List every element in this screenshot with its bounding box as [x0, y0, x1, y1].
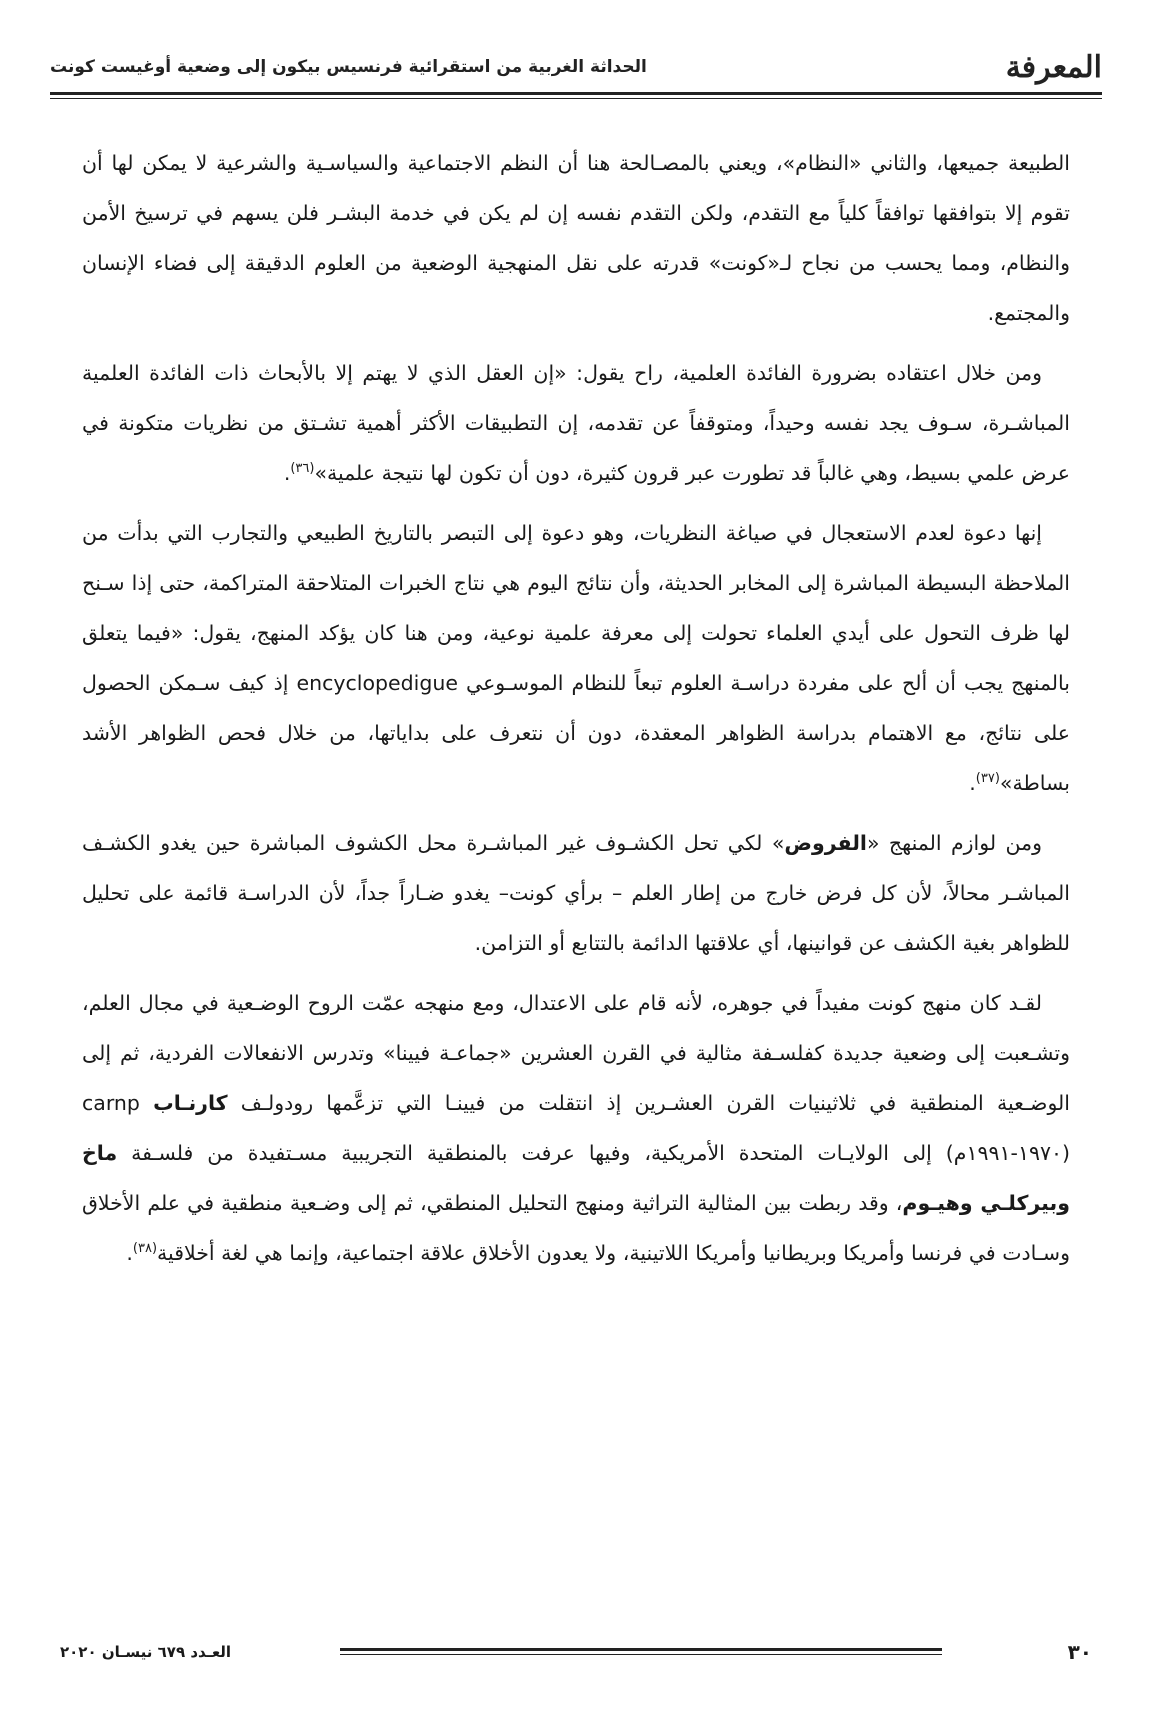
footer-rule-thin [340, 1654, 942, 1655]
header-rule [50, 92, 1102, 95]
issue-info: العـدد ٦٧٩ نيسـان ٢٠٢٠ [60, 1643, 232, 1661]
bold-name-carnap: كارنـاب [153, 1091, 228, 1115]
footer-rule-thick [340, 1648, 942, 1651]
latin-term-carnp: carnp [82, 1091, 140, 1115]
page-footer [60, 1632, 1092, 1672]
page-header [50, 42, 1102, 92]
paragraph-3: إنها دعوة لعدم الاستعجال في صياغة النظريات، وهو دعوة إلى التبصر بالتاريخ الطبيعي والتجارب التي بدأت من الملاحظة البسيطة المباشرة إلى المخابر الحديثة، وأن نتائج اليوم هي نتاج الخبرات المتلاحقة المتراكمة، حتى إذا سـنح لها ظرف التحول على أيدي العلماء تحولت إلى معرفة علمية نوعية، ومن هنا كان يؤكد المنهج، يقول: «فيما يتعلق بالمنهج يجب أن ألح على مفردة دراسـة العلوم تبعاً للنظام الموسـوعي encyclopedigue إذ كيف سـمكن الحصول على نتائج، مع الاهتمام بدراسة الظواهر المعقدة، دون أن نتعرف على بداياتها، من خلال فحص الظواهر الأشد بساطة»$^{(٣٧)}$. [82, 521, 1070, 795]
bold-term-hypotheses: الفروض [784, 831, 867, 855]
bold-names-philosophers: ماخ وبيركلـي وهيـوم [82, 1141, 1070, 1215]
running-title: الحداثة الغربية من استقرائية فرنسيس بيكون إلى وضعية أوغيست كونت [50, 57, 647, 77]
footnote-ref-36: (٣٦) [290, 461, 315, 477]
paragraph-5: لقـد كان منهج كونت مفيداً في جوهره، لأنه قام على الاعتدال، ومع منهجه عمّت الروح الوضـعية في مجال العلم، وتشـعبت إلى وضعية جديدة كفلسـفة مثالية في القرن العشرين «جماعـة فيينا» وتدرس الانفعالات الفردية، ثم إلى الوضـعية المنطقية في ثلاثينيات القرن العشـرين إذ انتقلت من فيينـا التي تزعَّمها رودولـف كارنـاب carnp (١٩٧٠-١٩٩١م) إلى الولايـات المتحدة الأمريكية، وفيها عرفت بالمنطقية التجريبية مسـتفيدة من فلسـفة ماخ وبيركلـي وهيـوم، وقد ربطت بين المثالية التراثية ومنهج التحليل المنطقي، ثم إلى وضـعية منطقية في علم الأخلاق وسـادت في فرنسا وأمريكا وبريطانيا وأمريكا اللاتينية، ولا يعدون الأخلاق علاقة اجتماعية، وإنما هي لغة أخلاقية$^{(٣٨)}$. [82, 991, 1070, 1265]
paragraph-4: ومن لوازم المنهج «الفروض» لكي تحل الكشـوف غير المباشـرة محل الكشوف المباشرة حين يغدو الكشـف المباشـر محالاً، لأن كل فرض خارج من إطار العلم – برأي كونت– يغدو ضـاراً جداً، لأن الدراسـة قائمة على تحليل للظواهر بغية الكشف عن قوانينها، أي علاقتها الدائمة بالتتابع أو التزامن. [82, 831, 1070, 955]
header-rule-thin [50, 98, 1102, 99]
footnote-ref-38: (٣٨) [132, 1241, 158, 1257]
page-number: ٣٠ [1067, 1640, 1092, 1664]
journal-logo: المعرفة [1005, 49, 1102, 85]
latin-term-encyclopedigue: encyclopedigue [296, 671, 458, 695]
footer-rule [340, 1646, 942, 1658]
paragraph-1: الطبيعة جميعها، والثاني «النظام»، ويعني بالمصـالحة هنا أن النظم الاجتماعية والسياسـية والشرعية لا يمكن لها أن تقوم إلا بتوافقها توافقاً كلياً مع التقدم، ولكن التقدم نفسه إن لم يكن في خدمة البشـر فلن يسهم في ترسيخ الأمن والنظام، ومما يحسب من نجاح لـ«كونت» قدرته على نقل المنهجية الوضعية من العلوم الدقيقة إلى فضاء الإنسان والمجتمع. [82, 151, 1070, 325]
article-body [82, 138, 1070, 1288]
paragraph-2: ومن خلال اعتقاده بضرورة الفائدة العلمية، راح يقول: «إن العقل الذي لا يهتم إلا بالأبحاث ذات الفائدة العلمية المباشـرة، سـوف يجد نفسه وحيداً، ومتوقفاً عن تقدمه، إن التطبيقات الأكثر أهمية تشـتق من نظريات متكونة في عرض علمي بسيط، وهي غالباً قد تطورت عبر قرون كثيرة، دون أن تكون لها نتيجة علمية»$^{(٣٦)}$. [82, 361, 1070, 485]
footnote-ref-37: (٣٧) [975, 771, 1000, 787]
